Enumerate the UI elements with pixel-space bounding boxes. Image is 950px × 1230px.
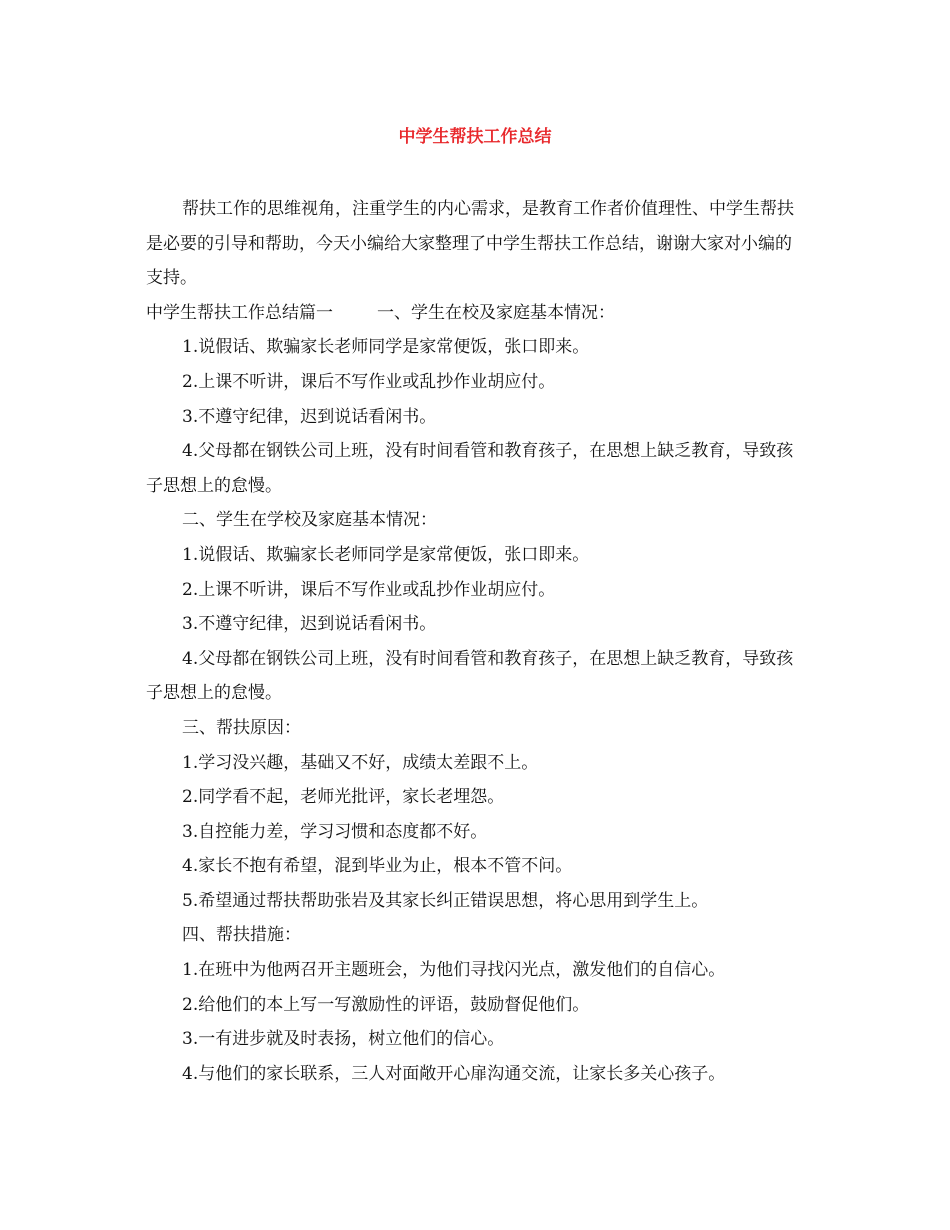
section3-item-4: 4.家长不抱有希望，混到毕业为止，根本不管不问。 (182, 856, 573, 877)
section1-item-3: 3.不遵守纪律，迟到说话看闲书。 (182, 406, 437, 427)
section3-item-1: 1.学习没兴趣，基础又不好，成绩太差跟不上。 (182, 752, 539, 773)
section4-item-2: 2.给他们的本上写一写激励性的评语，鼓励督促他们。 (182, 994, 590, 1015)
section4-heading: 四、帮扶措施： (182, 925, 301, 946)
intro-paragraph: 帮扶工作的思维视角，注重学生的内心需求，是教育工作者价值理性、中学生帮扶是必要的引导和帮助，今天小编给大家整理了中学生帮扶工作总结，谢谢大家对小编的支持。 (146, 199, 794, 289)
article-heading-line (146, 296, 806, 331)
section2-heading: 二、学生在学校及家庭基本情况： (182, 510, 437, 531)
section1-heading: 一、学生在校及家庭基本情况： (377, 302, 615, 323)
section1-item-2: 2.上课不听讲，课后不写作业或乱抄作业胡应付。 (182, 371, 556, 392)
section3-item-5: 5.希望通过帮扶帮助张岩及其家长纠正错误思想，将心思用到学生上。 (182, 890, 709, 911)
section4-item-3: 3.一有进步就及时表扬，树立他们的信心。 (182, 1029, 505, 1050)
document-title: 中学生帮扶工作总结 (398, 127, 552, 147)
section3-heading: 三、帮扶原因： (182, 717, 301, 738)
section2-item-2: 2.上课不听讲，课后不写作业或乱抄作业胡应付。 (182, 579, 556, 600)
article-label: 中学生帮扶工作总结篇一 (146, 302, 333, 323)
section4-item-4: 4.与他们的家长联系，三人对面敞开心扉沟通交流，让家长多关心孩子。 (182, 1063, 726, 1084)
section2-item-3: 3.不遵守纪律，迟到说话看闲书。 (182, 614, 437, 635)
section4-item-1: 1.在班中为他两召开主题班会，为他们寻找闪光点，激发他们的自信心。 (182, 960, 726, 981)
section2-item-4: 4.父母都在钢铁公司上班，没有时间看管和教育孩子，在思想上缺乏教育，导致孩子思想上的怠慢。 (146, 648, 794, 704)
section3-item-2: 2.同学看不起，老师光批评，家长老埋怨。 (182, 787, 505, 808)
document-body (146, 192, 806, 1091)
section2-item-1: 1.说假话、欺骗家长老师同学是家常便饭，张口即来。 (182, 544, 590, 565)
section3-item-3: 3.自控能力差，学习习惯和态度都不好。 (182, 821, 488, 842)
section1-item-1: 1.说假话、欺骗家长老师同学是家常便饭，张口即来。 (182, 337, 590, 358)
section1-item-4: 4.父母都在钢铁公司上班，没有时间看管和教育孩子，在思想上缺乏教育，导致孩子思想上的怠慢。 (146, 441, 794, 496)
